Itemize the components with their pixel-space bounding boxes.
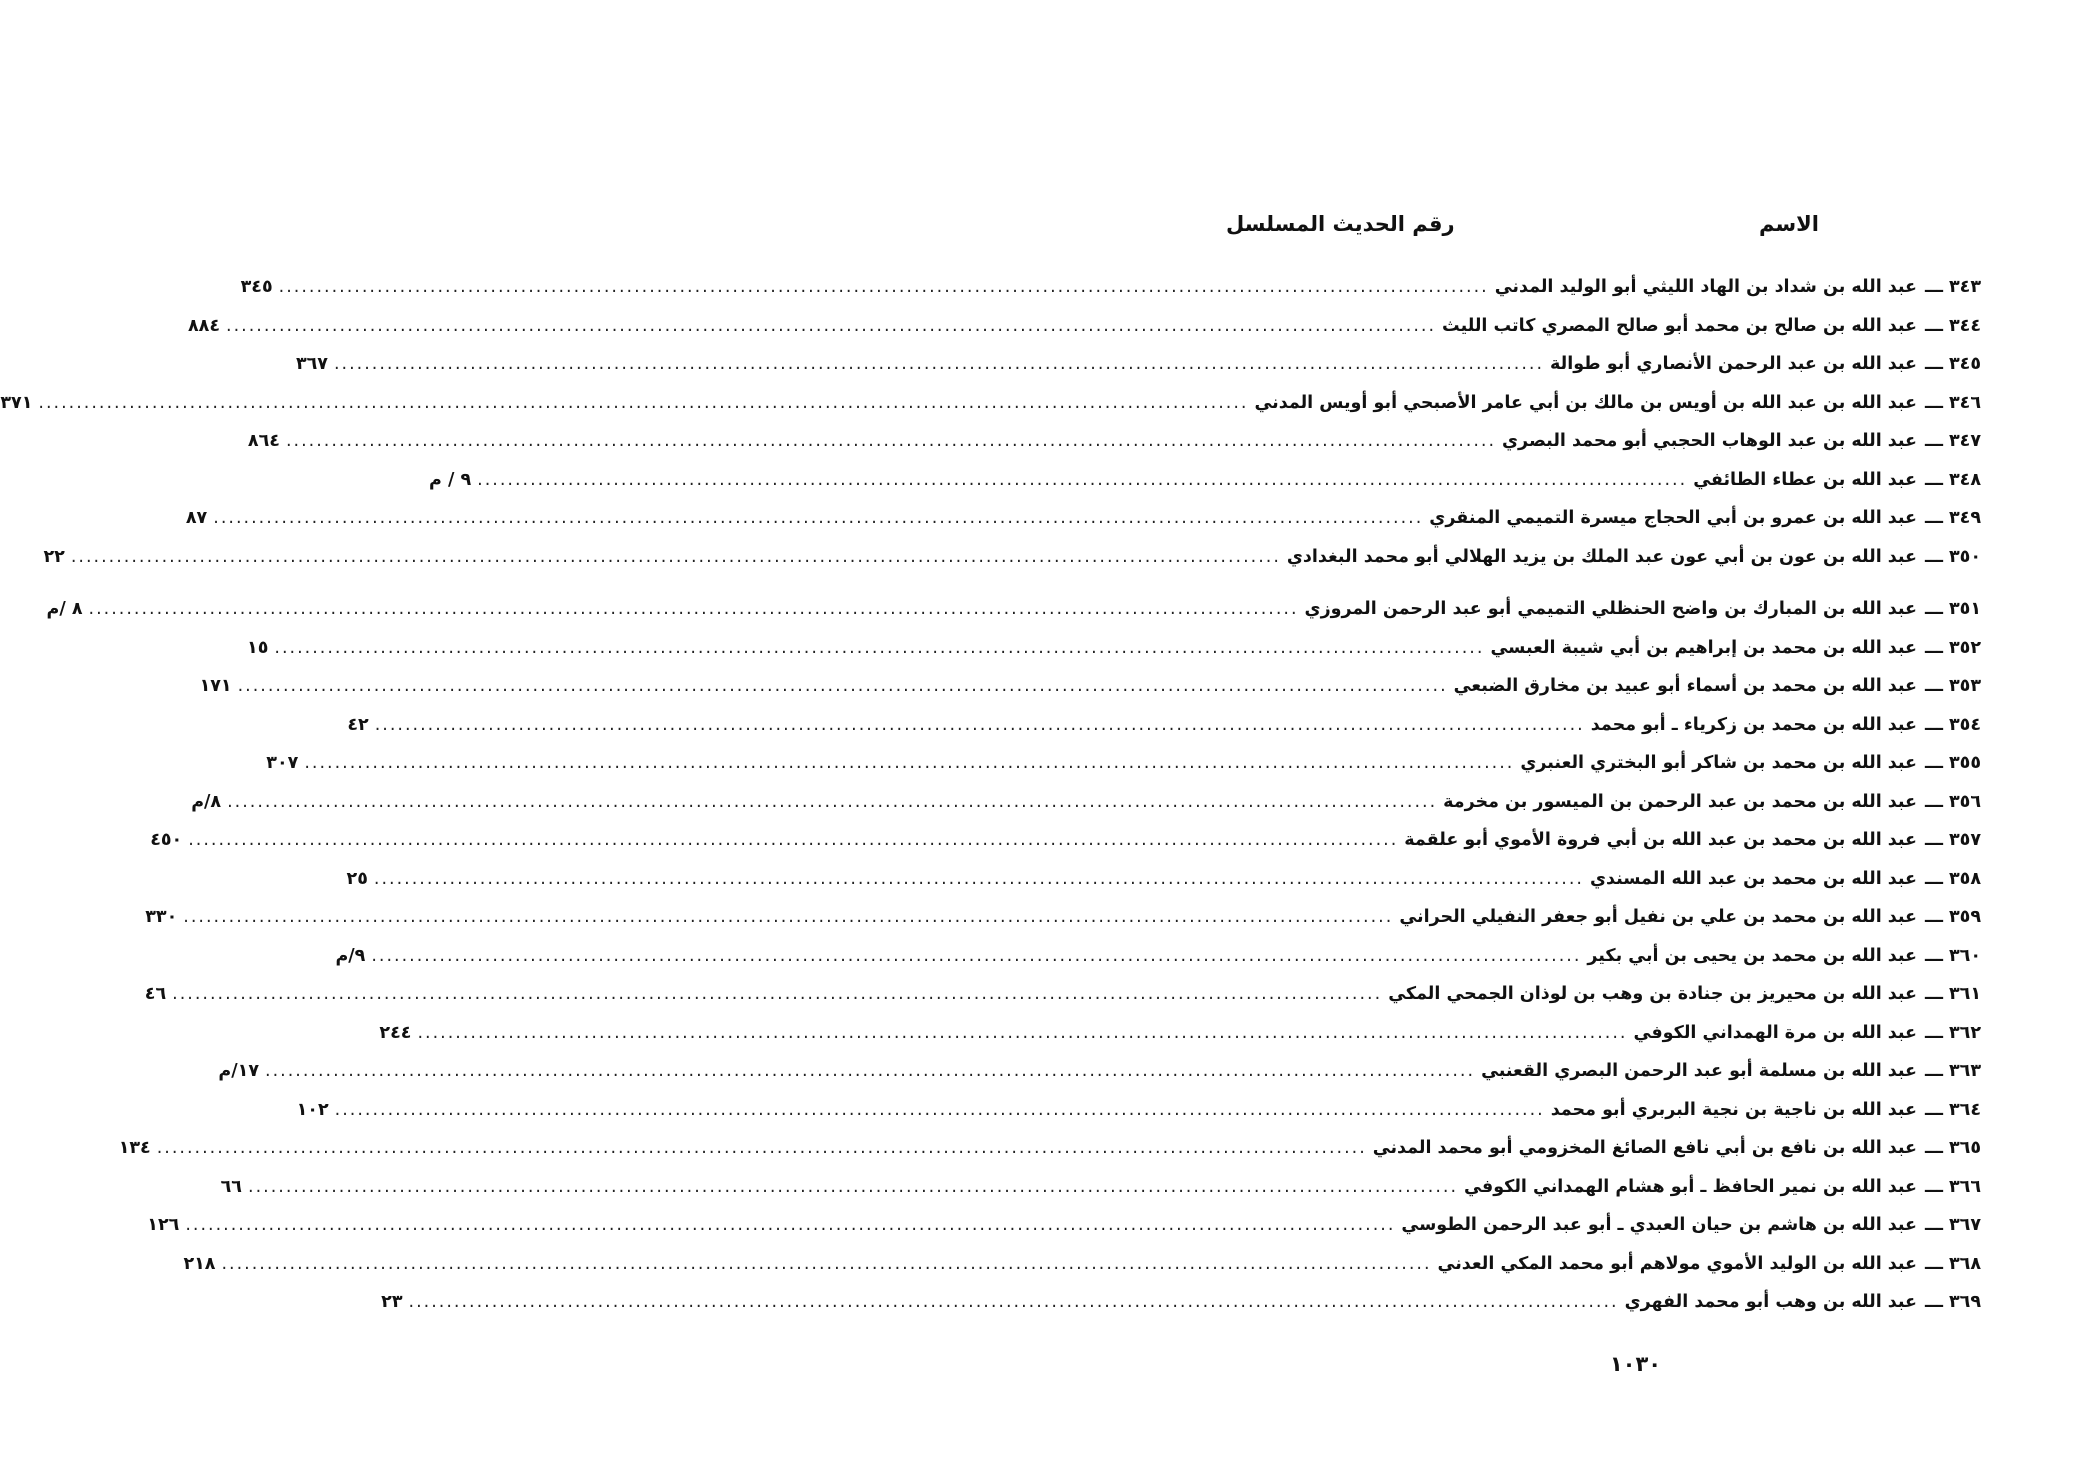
hadith-reference-number: ١٠٢	[296, 1099, 329, 1120]
leader-dots: ................................................................................................................................................................	[185, 1215, 1396, 1235]
entry-number: ٣٥٤	[1948, 714, 1981, 735]
entry-dash: ـــ	[1925, 753, 1943, 773]
entry-number: ٣٥٥	[1948, 753, 1981, 773]
entry-name: عبد الله بن محمد بن زكرياء ـ أبو محمد	[1590, 714, 1917, 735]
index-entry	[429, 461, 1981, 500]
entry-name: عبد الله بن عبد الرحمن الأنصاري أبو طوالة	[1550, 354, 1917, 374]
entry-dash: ـــ	[1925, 637, 1943, 658]
hadith-reference-number: ٨٧	[185, 508, 208, 528]
entry-dash: ـــ	[1925, 868, 1943, 889]
entry-number: ٣٤٨	[1948, 469, 1981, 490]
entry-name: عبد الله بن محمد بن أسماء أبو عبيد بن مخارق الضبعي	[1453, 676, 1917, 696]
entry-name: عبد الله بن المبارك بن واضح الحنظلي التميمي أبو عبد الرحمن المروزي	[1304, 599, 1917, 619]
entry-dash: ـــ	[1925, 714, 1943, 735]
entry-number: ٣٥٨	[1948, 868, 1981, 889]
entry-name: عبد الله بن محمد بن يحيى بن أبي بكير	[1587, 945, 1917, 966]
hadith-reference-number: ٨٨٤	[187, 315, 220, 336]
hadith-reference-number: ٤٢	[347, 714, 369, 735]
entry-dash: ـــ	[1925, 830, 1943, 850]
index-entry	[218, 1052, 1981, 1091]
entry-number: ٣٤٦	[1948, 392, 1981, 413]
entry-name: عبد الله بن شداد بن الهاد الليثي أبو الوليد المدني	[1494, 277, 1917, 297]
entry-dash: ـــ	[1925, 277, 1943, 297]
hadith-reference-number: ٩/م	[335, 945, 366, 966]
entry-dash: ـــ	[1925, 546, 1943, 567]
hadith-reference-number: ٣٠٧	[266, 753, 299, 773]
hadith-reference-number: ٢٣	[381, 1292, 403, 1312]
entry-number: ٣٤٥	[1948, 354, 1981, 374]
entry-name: عبد الله بن نافع بن أبي نافع الصائغ المخزومي أبو محمد المدني	[1372, 1138, 1917, 1158]
entry-name: عبد الله بن محمد بن عبد الله بن أبي فروة الأموي أبو علقمة	[1404, 830, 1917, 850]
index-entry	[191, 783, 1981, 822]
leader-dots: ................................................................................................................................................................	[304, 753, 1515, 773]
index-entry	[0, 384, 1981, 423]
hadith-reference-number: ٨٦٤	[247, 431, 280, 451]
hadith-reference-number: ١٧/م	[218, 1061, 260, 1081]
entry-name: عبد الله بن عون بن أبي عون عبد الملك بن يزيد الهلالي أبو محمد البغدادي	[1286, 546, 1917, 567]
entry-number: ٣٥٣	[1948, 676, 1981, 696]
leader-dots: ................................................................................................................................................................	[334, 1099, 1545, 1120]
hadith-reference-number: ٢٥	[346, 868, 368, 889]
entry-dash: ـــ	[1925, 354, 1943, 374]
entry-number: ٣٥٧	[1948, 830, 1981, 850]
leader-dots: ................................................................................................................................................................	[156, 1138, 1367, 1158]
entry-name: عبد الله بن هاشم بن حيان العبدي ـ أبو عبد الرحمن الطوسي	[1401, 1215, 1917, 1235]
entry-name: عبد الله بن محيريز بن جنادة بن وهب بن لوذان الجمحي المكي	[1388, 984, 1917, 1004]
entry-name: عبد الله بن الوليد الأموي مولاهم أبو محمد المكي العدني	[1437, 1253, 1917, 1274]
hadith-reference-number: ١٧١	[199, 676, 232, 696]
index-entry	[347, 706, 1981, 745]
index-entry	[381, 1283, 1981, 1322]
entry-name: عبد الله بن ناجية بن نجية البربري أبو محمد	[1550, 1099, 1917, 1120]
entry-dash: ـــ	[1925, 907, 1943, 927]
index-entry	[240, 268, 1981, 307]
index-entry	[335, 937, 1981, 976]
name-column-heading: الاسم	[1759, 212, 1819, 236]
entry-dash: ـــ	[1925, 1215, 1943, 1235]
entry-dash: ـــ	[1925, 945, 1943, 966]
leader-dots: ................................................................................................................................................................	[408, 1292, 1619, 1312]
leader-dots: ................................................................................................................................................................	[374, 714, 1585, 735]
leader-dots: ................................................................................................................................................................	[274, 637, 1485, 658]
hadith-reference-number: ٢١٨	[183, 1253, 216, 1274]
hadith-reference-number: ٢٢	[43, 546, 65, 567]
entry-name: عبد الله بن محمد بن شاكر أبو البختري العنبري	[1520, 753, 1917, 773]
leader-dots: ................................................................................................................................................................	[188, 830, 1399, 850]
page-number	[1116, 1352, 2099, 1376]
entry-name: عبد الله بن عبد الله بن أويس بن مالك بن أبي عامر الأصبحي أبو أويس المدني	[1254, 392, 1917, 413]
leader-dots: ................................................................................................................................................................	[417, 1022, 1628, 1043]
entry-number: ٣٤٩	[1948, 508, 1981, 528]
entry-name: عبد الله بن محمد بن عبد الله المسندي	[1589, 868, 1917, 889]
index-entry-list	[0, 268, 1981, 1322]
hadith-reference-number: ١٣٤	[118, 1138, 151, 1158]
entry-number: ٣٥٩	[1948, 907, 1981, 927]
entry-name: عبد الله بن محمد بن إبراهيم بن أبي شيبة العبسي	[1490, 637, 1917, 658]
entry-number: ٣٦٢	[1948, 1022, 1981, 1043]
entry-dash: ـــ	[1925, 1292, 1943, 1312]
entry-number: ٣٤٤	[1948, 315, 1981, 336]
leader-dots: ................................................................................................................................................................	[88, 599, 1299, 619]
entry-name: عبد الله بن عطاء الطائفي	[1693, 469, 1917, 490]
entry-number: ٣٤٧	[1948, 431, 1981, 451]
leader-dots: ................................................................................................................................................................	[226, 315, 1437, 336]
entry-name: عبد الله بن نمير الحافظ ـ أبو هشام الهمداني الكوفي	[1464, 1176, 1917, 1197]
entry-dash: ـــ	[1925, 599, 1943, 619]
index-entry	[144, 975, 1981, 1014]
hadith-reference-number: ٣٧١	[0, 392, 33, 413]
leader-dots: ................................................................................................................................................................	[172, 984, 1383, 1004]
leader-dots: ................................................................................................................................................................	[285, 431, 1497, 451]
entry-dash: ـــ	[1925, 984, 1943, 1004]
hadith-reference-number: ٦٦	[220, 1176, 242, 1197]
leader-dots: ................................................................................................................................................................	[38, 392, 1249, 413]
entry-dash: ـــ	[1925, 508, 1943, 528]
leader-dots: ................................................................................................................................................................	[333, 354, 1545, 374]
leader-dots: ................................................................................................................................................................	[227, 791, 1438, 812]
index-entry	[187, 307, 1981, 346]
index-entry	[150, 821, 1981, 860]
entry-number: ٣٦٥	[1948, 1138, 1981, 1158]
entry-number: ٣٤٣	[1948, 277, 1981, 297]
leader-dots: ................................................................................................................................................................	[221, 1253, 1432, 1274]
entry-name: عبد الله بن وهب أبو محمد الفهري	[1624, 1292, 1917, 1312]
entry-number: ٣٥٠	[1948, 546, 1981, 567]
entry-number: ٣٥١	[1948, 599, 1981, 619]
entry-name: عبد الله بن مسلمة أبو عبد الرحمن البصري القعنبي	[1481, 1061, 1917, 1081]
entry-dash: ـــ	[1925, 676, 1943, 696]
entry-number: ٣٥٦	[1948, 791, 1981, 812]
entry-dash: ـــ	[1925, 1061, 1943, 1081]
leader-dots: ................................................................................................................................................................	[278, 277, 1489, 297]
entry-number: ٣٦٩	[1948, 1292, 1981, 1312]
hadith-reference-number: ٩ / م	[429, 469, 472, 490]
index-entry	[266, 744, 1981, 783]
hadith-reference-number: ٤٦	[144, 984, 167, 1004]
index-entry	[220, 1168, 1981, 1207]
leader-dots: ................................................................................................................................................................	[373, 868, 1584, 889]
entry-dash: ـــ	[1925, 1253, 1943, 1274]
entry-dash: ـــ	[1925, 791, 1943, 812]
leader-dots: ................................................................................................................................................................	[371, 945, 1582, 966]
hadith-reference-number: ١٥	[247, 637, 269, 658]
entry-dash: ـــ	[1925, 431, 1943, 451]
leader-dots: ................................................................................................................................................................	[213, 508, 1424, 528]
index-entry	[247, 422, 1981, 461]
entry-number: ٣٦٨	[1948, 1253, 1981, 1274]
entry-name: عبد الله بن صالح بن محمد أبو صالح المصري كاتب الليث	[1442, 315, 1917, 336]
hadith-reference-number: ٣٤٥	[240, 277, 273, 297]
index-entry	[346, 860, 1981, 899]
hadith-reference-number: ٨/م	[191, 791, 222, 812]
entry-number: ٣٦٣	[1948, 1061, 1981, 1081]
number-column-heading: رقم الحديث المسلسل	[1226, 212, 1455, 236]
entry-dash: ـــ	[1925, 315, 1943, 336]
leader-dots: ................................................................................................................................................................	[265, 1061, 1476, 1081]
hadith-reference-number: ٤٥٠	[150, 830, 183, 850]
hadith-reference-number: ١٢٦	[147, 1215, 180, 1235]
leader-dots: ................................................................................................................................................................	[248, 1176, 1459, 1197]
index-entry	[247, 629, 1981, 668]
entry-dash: ـــ	[1925, 1138, 1943, 1158]
entry-number: ٣٦٤	[1948, 1099, 1981, 1120]
index-entry	[118, 1129, 1981, 1168]
entry-dash: ـــ	[1925, 1176, 1943, 1197]
entry-number: ٣٦١	[1948, 984, 1981, 1004]
entry-name: عبد الله بن محمد بن عبد الرحمن بن الميسور بن مخرمة	[1443, 791, 1917, 812]
entry-number: ٣٦٦	[1948, 1176, 1981, 1197]
entry-number: ٣٦٧	[1948, 1215, 1981, 1235]
index-entry	[145, 898, 1981, 937]
entry-dash: ـــ	[1925, 1099, 1943, 1120]
index-entry	[46, 590, 1981, 629]
entry-dash: ـــ	[1925, 1022, 1943, 1043]
index-entry	[185, 499, 1981, 538]
entry-number: ٣٦٠	[1948, 945, 1981, 966]
index-entry	[379, 1014, 1981, 1053]
index-entry	[199, 667, 1981, 706]
index-entry	[296, 1091, 1981, 1130]
index-entry	[147, 1206, 1981, 1245]
page-number-text: ١٠٣٠	[1609, 1352, 1662, 1376]
hadith-reference-number: ٣٦٧	[295, 354, 328, 374]
hadith-reference-number: ٣٣٠	[145, 907, 178, 927]
hadith-reference-number: ٨ /م	[46, 599, 83, 619]
index-entry	[295, 345, 1981, 384]
entry-dash: ـــ	[1925, 469, 1943, 490]
leader-dots: ................................................................................................................................................................	[183, 907, 1394, 927]
entry-number: ٣٥٢	[1948, 637, 1981, 658]
column-header	[1216, 212, 1999, 252]
entry-dash: ـــ	[1925, 392, 1943, 413]
entry-name: عبد الله بن عمرو بن أبي الحجاج ميسرة التميمي المنقري	[1429, 508, 1917, 528]
index-entry	[43, 538, 1981, 577]
leader-dots: ................................................................................................................................................................	[477, 469, 1688, 490]
entry-name: عبد الله بن عبد الوهاب الحجبي أبو محمد البصري	[1502, 431, 1917, 451]
hadith-reference-number: ٢٤٤	[379, 1022, 412, 1043]
index-entry	[183, 1245, 1981, 1284]
leader-dots: ................................................................................................................................................................	[70, 546, 1281, 567]
leader-dots: ................................................................................................................................................................	[237, 676, 1448, 696]
entry-name: عبد الله بن محمد بن علي بن نفيل أبو جعفر النفيلي الحراني	[1399, 907, 1917, 927]
entry-name: عبد الله بن مرة الهمداني الكوفي	[1633, 1022, 1917, 1043]
